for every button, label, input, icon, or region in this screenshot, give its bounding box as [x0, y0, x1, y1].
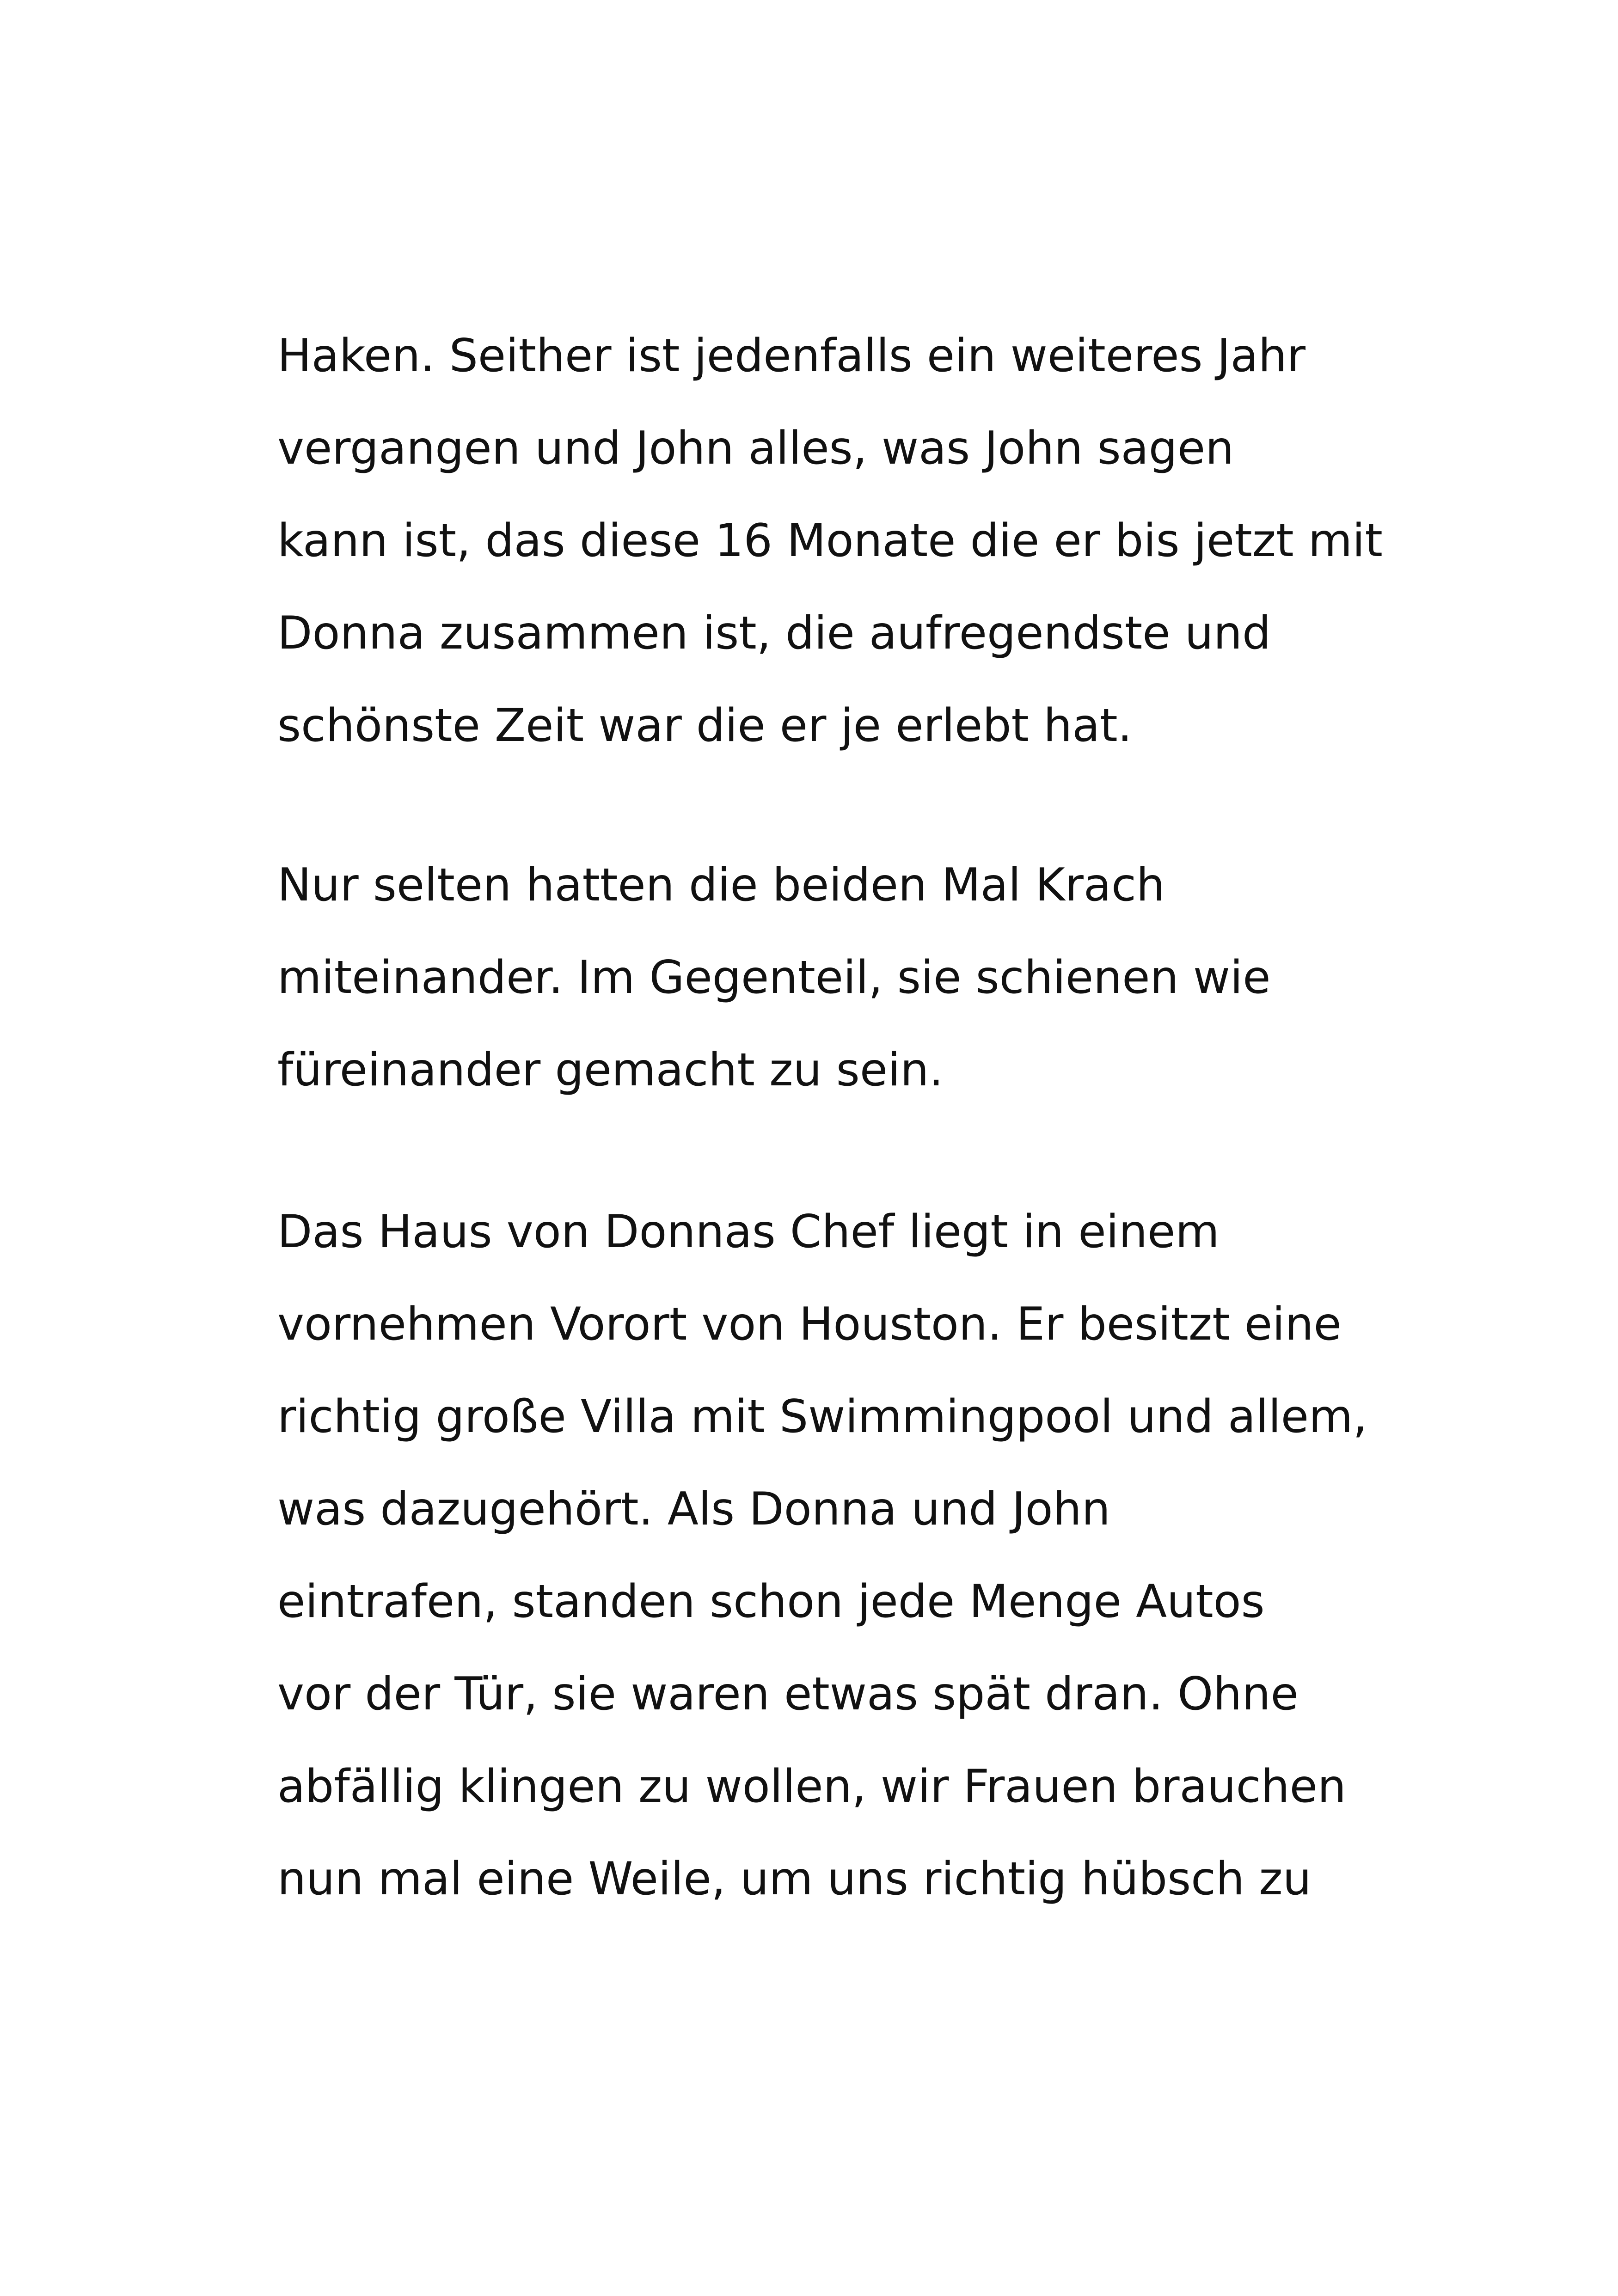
- paragraph-3: [277, 1186, 1367, 1925]
- text-line: abfällig klingen zu wollen, wir Frauen brauchen: [277, 1760, 1347, 1813]
- text-line: eintrafen, standen schon jede Menge Autos: [277, 1575, 1265, 1628]
- text-line: kann ist, das diese 16 Monate die er bis jetzt mit: [277, 514, 1383, 567]
- text-line: miteinander. Im Gegenteil, sie schienen wie: [277, 951, 1271, 1004]
- text-line: nun mal eine Weile, um uns richtig hübsch zu: [277, 1853, 1312, 1905]
- text-line: was dazugehört. Als Donna und John: [277, 1483, 1110, 1536]
- text-line: vor der Tür, sie waren etwas spät dran. Ohne: [277, 1668, 1299, 1720]
- text-line: füreinander gemacht zu sein.: [277, 1044, 944, 1096]
- text-line: schönste Zeit war die er je erlebt hat.: [277, 699, 1132, 752]
- text-line: vergangen und John alles, was John sagen: [277, 422, 1234, 475]
- paragraph-1: [277, 310, 1383, 772]
- paragraph-2: [277, 839, 1271, 1116]
- text-line: richtig große Villa mit Swimmingpool und allem,: [277, 1390, 1367, 1443]
- text-line: Haken. Seither ist jedenfalls ein weiteres Jahr: [277, 330, 1306, 382]
- text-line: Donna zusammen ist, die aufregendste und: [277, 607, 1271, 660]
- text-line: vornehmen Vorort von Houston. Er besitzt eine: [277, 1298, 1342, 1351]
- text-line: Nur selten hatten die beiden Mal Krach: [277, 859, 1165, 912]
- text-line: Das Haus von Donnas Chef liegt in einem: [277, 1206, 1220, 1258]
